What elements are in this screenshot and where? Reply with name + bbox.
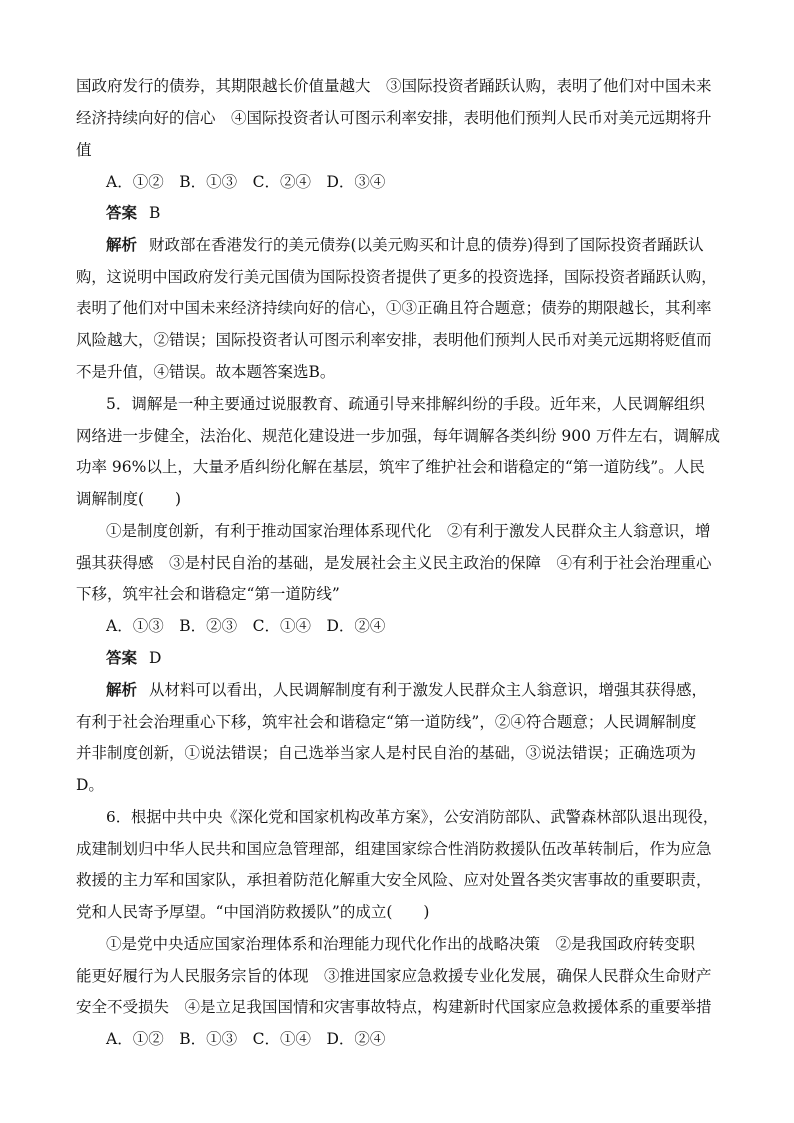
q5-choice-line: 强其获得感 ③是村民自治的基础，是发展社会主义民主政治的保障 ④有利于社会治理重心	[76, 554, 712, 572]
q4-text-line: 国政府发行的债券，其期限越长价值量越大 ③国际投资者踊跃认购，表明了他们对中国未来	[76, 77, 712, 95]
q6-choice-line: 能更好履行为人民服务宗旨的体现 ③推进国家应急救援专业化发展，确保人民群众生命财产	[76, 967, 712, 985]
q6-stem-line: 党和人民寄予厚望。“中国消防救援队”的成立( )	[76, 903, 430, 921]
q4-answer	[106, 203, 160, 223]
q5-analysis-line: D。	[76, 776, 104, 794]
analysis-text: 财政部在香港发行的美元债券(以美元购买和计息的债券)得到了国际投资者踊跃认	[149, 236, 704, 254]
analysis-text: 从材料可以看出，人民调解制度有利于激发人民群众主人翁意识，增强其获得感，	[149, 681, 708, 699]
q6-stem-line: 救援的主力军和国家队，承担着防范化解重大安全风险、应对处置各类灾害事故的重要职责，	[76, 871, 712, 889]
analysis-label: 解析	[106, 680, 138, 699]
q5-stem-line: 网络进一步健全，法治化、规范化建设进一步加强，每年调解各类纠纷 900 万件左右，调解成	[76, 427, 720, 445]
q5-answer	[106, 648, 161, 668]
q5-stem-line: 功率 96%以上，大量矛盾纠纷化解在基层，筑牢了维护社会和谐稳定的“第一道防线”。人民	[76, 458, 705, 476]
q5-stem-line: 5．调解是一种主要通过说服教育、疏通引导来排解纠纷的手段。近年来，人民调解组织	[106, 395, 705, 413]
q4-options: A．①② B．①③ C．②④ D．③④	[106, 173, 386, 191]
q6-choice-line: 安全不受损失 ④是立足我国国情和灾害事故特点，构建新时代国家应急救援体系的重要举措	[76, 998, 712, 1016]
q4-analysis-line: 风险越大，②错误；国际投资者认可图示利率安排，表明他们预判人民币对美元远期将贬值而	[76, 331, 712, 349]
q6-choice-line: ①是党中央适应国家治理体系和治理能力现代化作出的战略决策 ②是我国政府转变职	[106, 935, 696, 953]
answer-value: D	[149, 649, 162, 667]
answer-value: B	[149, 204, 161, 222]
q4-text-line: 经济持续向好的信心 ④国际投资者认可图示利率安排，表明他们预判人民币对美元远期将升	[76, 109, 712, 127]
answer-label: 答案	[106, 203, 138, 222]
q4-analysis-line: 购，这说明中国政府发行美元国债为国际投资者提供了更多的投资选择，国际投资者踊跃认购，	[76, 268, 717, 286]
q5-analysis-line: 有利于社会治理重心下移，筑牢社会和谐稳定“第一道防线”，②④符合题意；人民调解制度	[76, 713, 697, 731]
q4-analysis-line: 不是升值，④错误。故本题答案选B。	[76, 363, 336, 381]
q4-analysis-line	[106, 235, 704, 255]
q5-choice-line: 下移，筑牢社会和谐稳定“第一道防线”	[76, 585, 340, 603]
q6-options: A．①② B．①③ C．①④ D．②④	[106, 1030, 386, 1048]
q6-stem-line: 6．根据中共中央《深化党和国家机构改革方案》，公安消防部队、武警森林部队退出现役，	[106, 808, 719, 826]
q5-choice-line: ①是制度创新，有利于推动国家治理体系现代化 ②有利于激发人民群众主人翁意识，增	[106, 522, 711, 540]
q6-stem-line: 成建制划归中华人民共和国应急管理部，组建国家综合性消防救援队伍改革转制后，作为应急	[76, 840, 712, 858]
q5-analysis-line	[106, 680, 707, 700]
q5-options: A．①③ B．②③ C．①④ D．②④	[106, 617, 386, 635]
q5-analysis-line: 并非制度创新，①说法错误；自己选举当家人是村民自治的基础，③说法错误；正确选项为	[76, 744, 697, 762]
analysis-label: 解析	[106, 235, 138, 254]
q4-analysis-line: 表明了他们对中国未来经济持续向好的信心，①③正确且符合题意；债券的期限越长，其利率	[76, 299, 712, 317]
q4-text-line: 值	[76, 141, 92, 159]
answer-label: 答案	[106, 648, 138, 667]
q5-stem-line: 调解制度( )	[76, 490, 182, 508]
